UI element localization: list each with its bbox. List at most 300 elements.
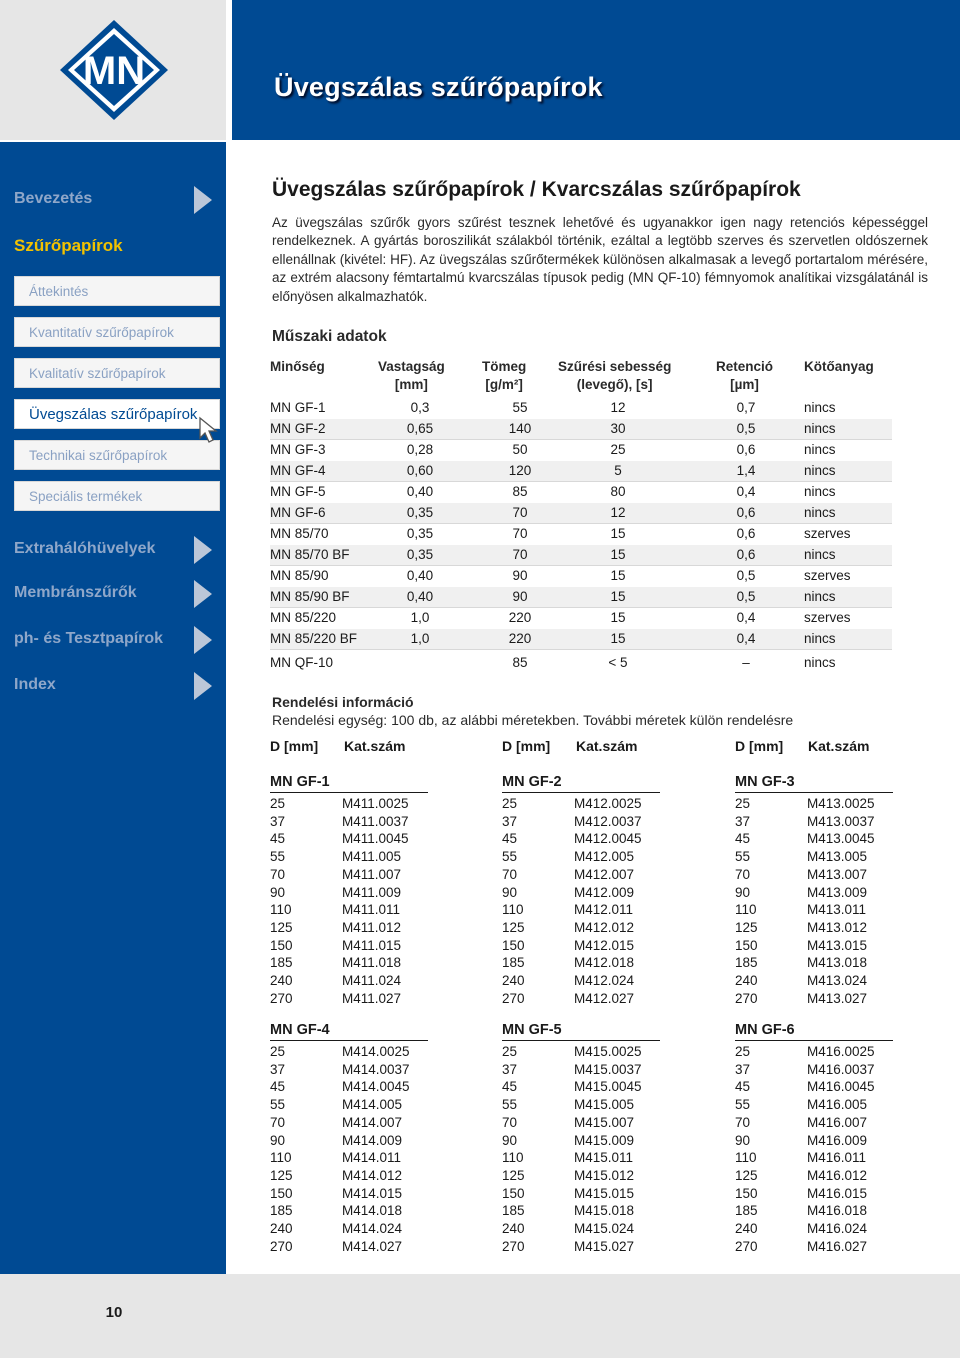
table-cell-name: MN GF-5 — [270, 484, 326, 499]
list-item — [502, 1044, 642, 1059]
diameter: 270 — [270, 1238, 293, 1254]
order-block-title: MN GF-3 — [735, 774, 893, 793]
catalog-number: M415.012 — [574, 1167, 635, 1183]
list-item — [735, 920, 867, 935]
list-item — [270, 1115, 402, 1130]
list-item — [270, 1203, 402, 1218]
nav-label: Index — [14, 676, 56, 693]
diameter: 240 — [735, 973, 758, 988]
list-item — [502, 1062, 642, 1077]
catalog-number: M416.015 — [807, 1185, 868, 1201]
catalog-number: M412.011 — [574, 902, 634, 918]
diameter: 55 — [270, 849, 286, 865]
list-item — [270, 938, 401, 953]
list-item — [735, 867, 867, 882]
list-item — [502, 885, 634, 900]
catalog-number: M416.009 — [807, 1132, 868, 1148]
sub-uvegszalas[interactable] — [14, 399, 220, 429]
list-item — [502, 831, 642, 846]
list-item — [735, 1150, 866, 1165]
table-cell-speed: 12 — [610, 505, 626, 520]
col-kat-2: Kat.szám — [576, 738, 638, 754]
th-speed: Szűrési sebesség (levegő), [s] — [558, 359, 672, 392]
catalog-number: M416.027 — [807, 1238, 868, 1254]
list-item — [735, 1097, 867, 1112]
sidebar — [0, 142, 226, 1358]
catalog-number: M415.009 — [574, 1132, 635, 1148]
list-item — [502, 814, 642, 829]
list-item — [735, 991, 867, 1006]
catalog-number: M413.0045 — [807, 831, 875, 847]
diameter: 110 — [270, 902, 292, 918]
diameter: 240 — [502, 1221, 525, 1236]
order-unit-text: Rendelési egység: 100 db, az alábbi méretekben. További méretek külön rendelésre — [272, 712, 794, 728]
diameter: 70 — [502, 866, 518, 882]
chevron-right-icon — [194, 626, 212, 654]
table-row — [270, 545, 892, 566]
sub-label: Kvantitatív szűrőpapírok — [29, 325, 174, 340]
catalog-number: M411.011 — [342, 902, 401, 918]
intro-text: Az üvegszálas szűrők gyors szűrést tesznek lehetővé és ugyanakkor igen nagy retenciós képességgel rendelkeznek. A gyártás boroszilikát szálakból történik, ezáltal a legtöbb szerves és szervetlen oldószernek ellenállnak (kivétel: HF). Az üvegszálas szűrőtermékek különösen alkalmasak a levegő portartalom mérésére, az extrém alacsony fémtartalmú kvarcszálas típusok pedig (MN QF-10) fémnyomok analítikai vizsgálatánál is előnyösen alkalmazhatók. — [272, 215, 928, 304]
diameter: 110 — [502, 902, 524, 918]
table-cell-bind: nincs — [804, 421, 836, 436]
diameter: 90 — [270, 884, 286, 900]
table-cell-ret: 0,6 — [736, 505, 756, 520]
catalog-number: M414.0045 — [342, 1079, 410, 1095]
table-cell-mass: 120 — [508, 463, 532, 478]
header-title: Üvegszálas szűrőpapírok — [274, 72, 603, 102]
catalog-number: M415.007 — [574, 1114, 635, 1130]
diameter: 70 — [270, 866, 286, 882]
table-row — [270, 398, 892, 419]
table-row — [270, 461, 892, 482]
catalog-number: M416.011 — [807, 1150, 867, 1166]
catalog-number: M415.0037 — [574, 1061, 642, 1077]
logo-text: MN — [82, 49, 146, 93]
diameter: 110 — [735, 902, 757, 918]
diameter: 270 — [270, 990, 293, 1006]
th-mass: Tömeg [g/m²] — [482, 359, 527, 392]
diameter: 90 — [270, 1132, 286, 1148]
col-d-2: D [mm] — [502, 738, 551, 754]
table-cell-ret: 0,4 — [736, 610, 756, 625]
nav-label: Membránszűrők — [14, 584, 137, 601]
diameter: 37 — [270, 1061, 286, 1077]
catalog-number: M414.018 — [342, 1203, 403, 1219]
diameter: 150 — [270, 937, 293, 953]
list-item — [735, 902, 866, 917]
order-block-title: MN GF-1 — [270, 774, 428, 793]
mn-logo-icon — [58, 18, 170, 122]
chevron-right-icon — [194, 672, 212, 700]
catalog-number: M414.0037 — [342, 1061, 410, 1077]
list-item — [502, 1186, 634, 1201]
list-item — [502, 991, 634, 1006]
sub-specialis[interactable] — [14, 481, 220, 511]
nav-szurokpapirok[interactable] — [0, 228, 222, 264]
list-item — [270, 1186, 402, 1201]
diameter: 185 — [735, 1203, 758, 1219]
list-item — [735, 1186, 867, 1201]
list-item — [502, 1239, 634, 1254]
list-item — [502, 1097, 634, 1112]
catalog-number: M412.009 — [574, 884, 635, 900]
list-item — [270, 902, 400, 917]
diameter: 185 — [270, 955, 293, 971]
list-item — [502, 973, 634, 988]
catalog-number: M411.0025 — [342, 796, 409, 811]
diameter: 150 — [735, 937, 758, 953]
list-item — [270, 831, 409, 846]
catalog-number: M413.027 — [807, 990, 868, 1006]
catalog-number: M411.0045 — [342, 831, 409, 847]
table-cell-thick: 0,3 — [410, 400, 430, 415]
diameter: 37 — [502, 1061, 518, 1077]
table-row — [270, 524, 892, 545]
table-cell-bind: nincs — [804, 442, 836, 457]
nav-extrahalohuvelyek[interactable] — [0, 532, 222, 568]
diameter: 90 — [502, 1132, 518, 1148]
catalog-number: M413.012 — [807, 919, 868, 935]
chevron-right-icon — [194, 186, 212, 214]
list-item — [502, 1221, 634, 1236]
table-cell-speed: 15 — [610, 589, 626, 604]
catalog-number: M415.005 — [574, 1097, 635, 1113]
catalog-number: M413.007 — [807, 866, 868, 882]
list-item — [270, 814, 409, 829]
catalog-number: M411.007 — [342, 866, 402, 882]
catalog-number: M411.012 — [342, 919, 402, 935]
diameter: 150 — [270, 1185, 293, 1201]
list-item — [735, 831, 875, 846]
table-cell-ret: 0,7 — [736, 400, 756, 415]
table-cell-mass: 90 — [512, 589, 528, 604]
table-cell-speed: < 5 — [608, 655, 628, 670]
catalog-number: M412.0037 — [574, 813, 642, 829]
catalog-number: M413.018 — [807, 955, 868, 971]
diameter: 90 — [502, 884, 518, 900]
table-cell-name: MN 85/70 — [270, 526, 329, 541]
diameter: 55 — [735, 1097, 751, 1113]
sub-technikai[interactable] — [14, 440, 220, 470]
sub-attekintes[interactable] — [14, 276, 220, 306]
catalog-number: M415.015 — [574, 1185, 635, 1201]
table-cell-thick: 0,35 — [406, 547, 434, 562]
table-cell-mass: 220 — [508, 631, 532, 646]
table-cell-mass: 220 — [508, 610, 532, 625]
list-item — [735, 814, 875, 829]
catalog-number: M412.027 — [574, 990, 635, 1006]
catalog-number: M411.0037 — [342, 813, 409, 829]
table-cell-name: MN GF-4 — [270, 463, 326, 478]
table-cell-name: MN 85/70 BF — [270, 547, 350, 562]
list-item — [270, 1133, 402, 1148]
diameter: 110 — [735, 1150, 757, 1166]
th-retention: Retenció [µm] — [716, 359, 774, 392]
order-block-title: MN GF-5 — [502, 1022, 660, 1041]
list-item — [502, 867, 634, 882]
diameter: 270 — [735, 1238, 758, 1254]
sub-label: Áttekintés — [29, 284, 89, 299]
catalog-number: M414.011 — [342, 1150, 402, 1166]
table-cell-ret: – — [742, 655, 750, 670]
table-cell-thick: 0,40 — [406, 589, 434, 604]
table-cell-thick: 0,65 — [406, 421, 434, 436]
table-cell-speed: 15 — [610, 631, 626, 646]
sub-label: Speciális termékek — [29, 489, 143, 504]
catalog-number: M412.015 — [574, 937, 635, 953]
catalog-number: M413.009 — [807, 884, 868, 900]
table-cell-bind: nincs — [804, 547, 836, 562]
table-row — [270, 419, 892, 440]
diameter: 55 — [502, 1097, 518, 1113]
tech-heading: Műszaki adatok — [272, 328, 387, 345]
table-cell-name: MN GF-6 — [270, 505, 326, 520]
table-cell-speed: 25 — [610, 442, 626, 457]
table-row — [270, 653, 892, 674]
list-item — [735, 1062, 875, 1077]
catalog-number: M413.015 — [807, 937, 868, 953]
diameter: 25 — [735, 796, 751, 811]
chevron-right-icon — [194, 536, 212, 564]
table-cell-ret: 1,4 — [736, 463, 756, 478]
catalog-number: M415.018 — [574, 1203, 635, 1219]
list-item — [270, 973, 401, 988]
list-item — [270, 1062, 410, 1077]
nav-bevezetes[interactable] — [0, 182, 222, 218]
table-cell-speed: 12 — [610, 400, 626, 415]
table-cell-speed: 30 — [610, 421, 626, 436]
table-cell-thick: 1,0 — [410, 610, 430, 625]
diameter: 37 — [502, 813, 518, 829]
sub-kvantitativ[interactable] — [14, 317, 220, 347]
catalog-number: M414.005 — [342, 1097, 403, 1113]
table-cell-ret: 0,4 — [736, 484, 756, 499]
table-cell-ret: 0,4 — [736, 631, 756, 646]
table-cell-thick: 0,28 — [406, 442, 434, 457]
diameter: 45 — [270, 831, 286, 847]
table-cell-mass: 70 — [512, 547, 528, 562]
diameter: 125 — [502, 919, 525, 935]
list-item — [735, 1168, 867, 1183]
table-cell-bind: szerves — [804, 568, 851, 583]
table-cell-ret: 0,5 — [736, 589, 756, 604]
list-item — [502, 920, 634, 935]
diameter: 70 — [502, 1114, 518, 1130]
catalog-number: M412.018 — [574, 955, 635, 971]
list-item — [735, 796, 875, 811]
order-block-title: MN GF-6 — [735, 1022, 893, 1041]
table-cell-speed: 15 — [610, 526, 626, 541]
catalog-number: M416.0045 — [807, 1079, 875, 1095]
diameter: 25 — [502, 796, 518, 811]
catalog-number: M415.024 — [574, 1221, 635, 1236]
list-item — [502, 902, 633, 917]
catalog-number: M416.0025 — [807, 1044, 875, 1059]
catalog-number: M414.027 — [342, 1238, 403, 1254]
catalog-number: M416.007 — [807, 1114, 868, 1130]
list-item — [502, 1168, 634, 1183]
list-item — [270, 991, 401, 1006]
nav-ph-tesztpapirok[interactable] — [0, 622, 222, 658]
catalog-number: M416.012 — [807, 1167, 868, 1183]
catalog-number: M413.024 — [807, 973, 868, 988]
catalog-number: M411.015 — [342, 937, 402, 953]
catalog-number: M414.012 — [342, 1167, 403, 1183]
table-cell-bind: nincs — [804, 589, 836, 604]
list-item — [502, 1203, 634, 1218]
diameter: 150 — [735, 1185, 758, 1201]
table-cell-thick: 0,35 — [406, 526, 434, 541]
nav-label: Extrahálóhüvelyek — [14, 540, 156, 557]
catalog-number: M413.0037 — [807, 813, 875, 829]
table-cell-mass: 70 — [512, 526, 528, 541]
table-cell-name: MN 85/220 — [270, 610, 337, 625]
list-item — [735, 973, 867, 988]
list-item — [735, 955, 867, 970]
catalog-number: M411.005 — [342, 849, 402, 865]
col-kat-3: Kat.szám — [808, 738, 870, 754]
table-row — [270, 608, 892, 629]
diameter: 70 — [735, 1114, 751, 1130]
catalog-number: M412.0045 — [574, 831, 642, 847]
catalog-number: M414.0025 — [342, 1044, 410, 1059]
table-cell-name: MN GF-1 — [270, 400, 326, 415]
nav-label: Szűrőpapírok — [14, 236, 123, 255]
list-item — [735, 1221, 867, 1236]
list-item — [502, 1150, 633, 1165]
list-item — [270, 1079, 410, 1094]
th-binder: Kötőanyag — [804, 359, 874, 374]
diameter: 70 — [270, 1114, 286, 1130]
table-cell-thick: 1,0 — [410, 631, 430, 646]
diameter: 110 — [502, 1150, 524, 1166]
catalog-number: M413.0025 — [807, 796, 875, 811]
list-item — [735, 885, 867, 900]
table-cell-bind: nincs — [804, 484, 836, 499]
diameter: 270 — [502, 990, 525, 1006]
catalog-number: M412.012 — [574, 919, 635, 935]
table-cell-name: MN 85/220 BF — [270, 631, 358, 646]
catalog-number: M412.005 — [574, 849, 635, 865]
catalog-number: M416.005 — [807, 1097, 868, 1113]
catalog-number: M414.009 — [342, 1132, 403, 1148]
diameter: 125 — [735, 919, 758, 935]
list-item — [270, 885, 401, 900]
diameter: 185 — [502, 955, 525, 971]
table-cell-bind: szerves — [804, 526, 851, 541]
sub-kvalitativ[interactable] — [14, 358, 220, 388]
order-heading: Rendelési információ — [272, 694, 414, 710]
catalog-number: M411.009 — [342, 884, 402, 900]
diameter: 125 — [735, 1167, 758, 1183]
catalog-number: M416.018 — [807, 1203, 868, 1219]
list-item — [270, 1168, 402, 1183]
table-cell-thick: 0,60 — [406, 463, 434, 478]
content-area — [232, 142, 960, 1272]
table-row — [270, 482, 892, 503]
diameter: 37 — [270, 813, 286, 829]
nav-membranszurok[interactable] — [0, 576, 222, 612]
list-item — [502, 1133, 634, 1148]
table-cell-bind: nincs — [804, 505, 836, 520]
table-cell-bind: nincs — [804, 463, 836, 478]
catalog-number: M412.024 — [574, 973, 635, 988]
diameter: 270 — [735, 990, 758, 1006]
list-item — [735, 1133, 867, 1148]
catalog-number: M415.0025 — [574, 1044, 642, 1059]
table-cell-mass: 85 — [512, 655, 528, 670]
catalog-number: M413.005 — [807, 849, 868, 865]
nav-label: Bevezetés — [14, 190, 93, 207]
diameter: 185 — [270, 1203, 293, 1219]
list-item — [270, 1044, 410, 1059]
table-cell-ret: 0,5 — [736, 421, 756, 436]
diameter: 70 — [735, 866, 751, 882]
table-cell-thick: 0,40 — [406, 484, 434, 499]
table-cell-mass: 70 — [512, 505, 528, 520]
list-item — [270, 920, 401, 935]
chevron-right-icon — [194, 580, 212, 608]
order-block-title: MN GF-4 — [270, 1022, 428, 1041]
diameter: 25 — [502, 1044, 518, 1059]
table-cell-name: MN GF-2 — [270, 421, 326, 436]
list-item — [270, 1239, 402, 1254]
table-cell-thick: 0,40 — [406, 568, 434, 583]
diameter: 240 — [502, 973, 525, 988]
diameter: 25 — [270, 1044, 286, 1059]
col-d-3: D [mm] — [735, 738, 784, 754]
catalog-number: M413.011 — [807, 902, 867, 918]
table-cell-ret: 0,6 — [736, 442, 756, 457]
list-item — [270, 1097, 402, 1112]
list-item — [735, 1239, 867, 1254]
table-cell-thick: 0,35 — [406, 505, 434, 520]
nav-index[interactable] — [0, 668, 222, 704]
sub-label: Üvegszálas szűrőpapírok — [29, 406, 198, 423]
table-cell-mass: 55 — [512, 400, 528, 415]
table-cell-ret: 0,6 — [736, 547, 756, 562]
catalog-number: M412.0025 — [574, 796, 642, 811]
table-cell-name: MN GF-3 — [270, 442, 326, 457]
list-item — [270, 849, 401, 864]
diameter: 55 — [502, 849, 518, 865]
col-d-1: D [mm] — [270, 738, 319, 754]
list-item — [270, 955, 401, 970]
sub-label: Kvalitatív szűrőpapírok — [29, 366, 166, 381]
header-bar — [232, 0, 960, 140]
catalog-number: M411.024 — [342, 973, 402, 988]
diameter: 125 — [502, 1167, 525, 1183]
list-item — [270, 1221, 402, 1236]
table-cell-mass: 85 — [512, 484, 528, 499]
list-item — [735, 1115, 867, 1130]
table-cell-name: MN 85/90 — [270, 568, 329, 583]
table-row — [270, 566, 892, 587]
diameter: 45 — [735, 1079, 751, 1095]
diameter: 25 — [270, 796, 286, 811]
cursor-arrow-icon — [196, 416, 226, 446]
diameter: 185 — [502, 1203, 525, 1219]
diameter: 45 — [502, 1079, 518, 1095]
list-item — [735, 1203, 867, 1218]
page-number: 10 — [105, 1304, 123, 1321]
list-item — [735, 849, 867, 864]
table-cell-speed: 5 — [614, 463, 622, 478]
table-row — [270, 440, 892, 461]
table-cell-name: MN QF-10 — [270, 655, 334, 670]
diameter: 45 — [502, 831, 518, 847]
